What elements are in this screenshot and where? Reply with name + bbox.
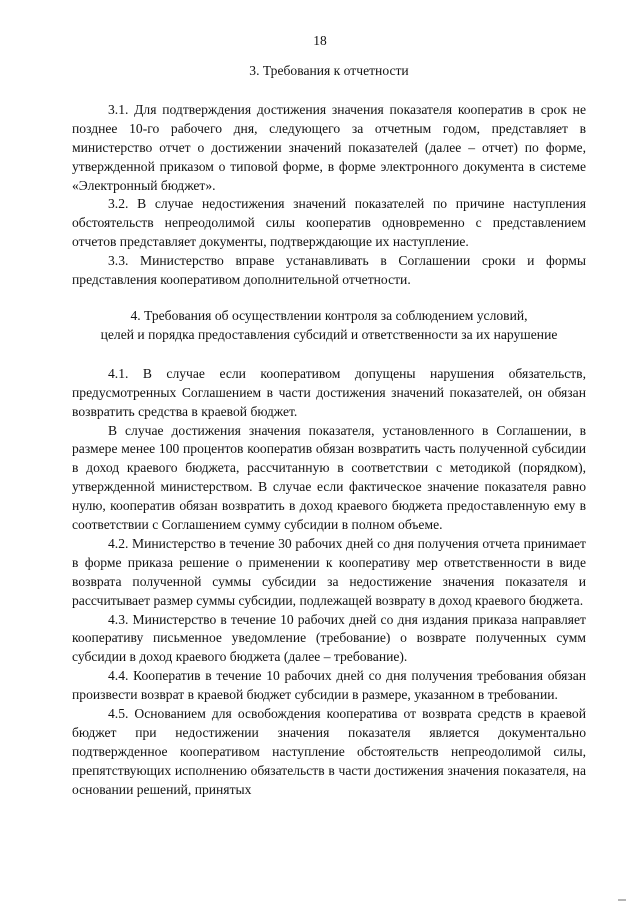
paragraph-4-5: 4.5. Основанием для освобождения кооператива от возврата средств в краевой бюджет при недостижении значения показателя является документально подтвержденное кооперативом наступление обстоятельств непреодолимой силы, препятствующих исполнению обязательств в части достижения значения показателя, на основании решений, принятых (72, 706, 586, 797)
paragraph-4-2: 4.2. Министерство в течение 30 рабочих дней со дня получения отчета принимает в форме приказа решение о применении к кооперативу мер ответственности в виде возврата полученной суммы субсидии за недостижение значения показателя и рассчитывает размер суммы субсидии, подлежащей возврату в доход краевого бюджета. (72, 535, 586, 608)
paragraph-3-2: 3.2. В случае недостижения значений показателей по причине наступления обстоятельств непреодолимой силы кооператив одновременно с представлением отчетов представляет документы, подтверждающие их наступление. (72, 196, 586, 250)
section-4-heading (72, 307, 586, 345)
paragraph-4-1: 4.1. В случае если кооперативом допущены нарушения обязательств, предусмотренных Соглашением в части достижения значений показателей, он обязан возвратить средства в краевой бюджет. (72, 365, 586, 419)
section-4-heading-line-1: 4. Требования об осуществлении контроля за соблюдением условий, (130, 307, 528, 323)
document-body (72, 62, 586, 800)
scan-mark (618, 899, 626, 901)
paragraph-3-3: 3.3. Министерство вправе устанавливать в Соглашении сроки и формы представления кооперативом дополнительной отчетности. (72, 253, 586, 288)
page-number: 18 (313, 33, 327, 48)
paragraph-4-3: 4.3. Министерство в течение 10 рабочих дней со дня издания приказа направляет кооперативу письменное уведомление (требование) о возврате полученных сумм субсидии в доход краевого бюджета (далее – требование). (72, 611, 586, 665)
section-4-heading-line-2: целей и порядка предоставления субсидий и ответственности за их нарушение (100, 326, 558, 342)
section-3-heading: 3. Требования к отчетности (249, 63, 409, 78)
paragraph-3-1: 3.1. Для подтверждения достижения значения показателя кооператив в срок не позднее 10-го рабочего дня, следующего за отчетным годом, представляет в министерство отчет о достижении значений показателей (далее – отчет) по форме, утвержденной приказом о типовой форме, в форме электронного документа в системе «Электронный бюджет». (72, 101, 586, 193)
paragraph-4-4: 4.4. Кооператив в течение 10 рабочих дней со дня получения требования обязан произвести возврат в краевой бюджет субсидии в размере, указанном в требовании. (72, 668, 586, 703)
paragraph-4-1-continued: В случае достижения значения показателя, установленного в Соглашении, в размере менее 100 процентов кооператив обязан возвратить часть полученной субсидии в доход краевого бюджета, рассчитанную в соответствии с методикой (порядком), утвержденной министерством. В случае если фактическое значение показателя равно нулю, кооператив обязан возвратить в доход краевого бюджета предоставленную ему в соответствии с Соглашением сумму субсидии в полном объеме. (72, 422, 586, 533)
